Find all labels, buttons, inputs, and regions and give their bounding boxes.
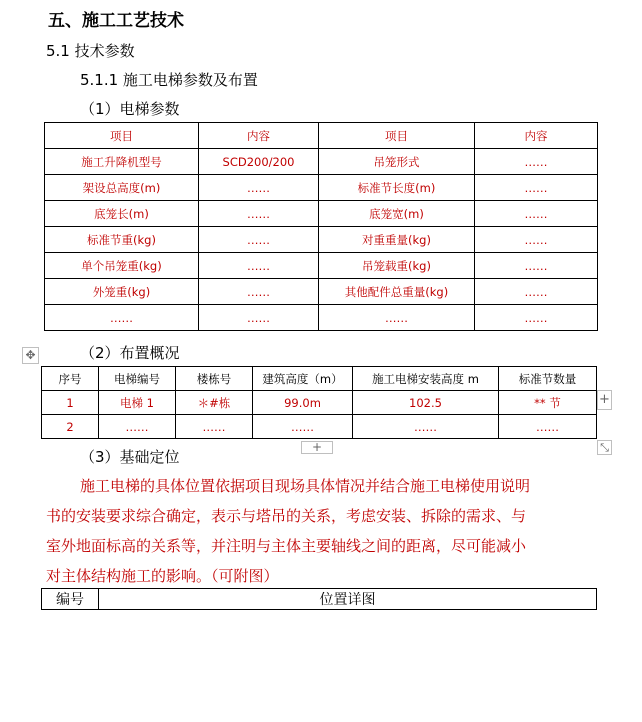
header-cell: 项目 <box>45 123 199 149</box>
paragraph-line: 对主体结构施工的影响。（可附图） <box>46 567 279 585</box>
header-cell: 建筑高度（m） <box>253 367 353 391</box>
table-cell: 标准节重(kg) <box>45 227 199 253</box>
table-row <box>42 415 597 439</box>
subsubsection-title: 5.1.1 施工电梯参数及布置 <box>80 71 258 89</box>
part3-heading: （3）基础定位 <box>80 448 180 466</box>
paragraph-line: 书的安装要求综合确定，表示与塔吊的关系，考虑安装、拆除的需求、与 <box>46 507 527 525</box>
table-cell: 架设总高度(m) <box>45 175 199 201</box>
elevator-params-table <box>44 122 598 331</box>
table-row <box>45 227 598 253</box>
header-cell: 项目 <box>319 123 475 149</box>
table-cell: 102.5 <box>353 391 499 415</box>
table-row <box>45 305 598 331</box>
table-cell: …… <box>475 279 598 305</box>
table-cell: 其他配件总重量(kg) <box>319 279 475 305</box>
table-header-row <box>42 367 597 391</box>
header-cell: 内容 <box>475 123 598 149</box>
paragraph-line: 室外地面标高的关系等，并注明与主体主要轴线之间的距离，尽可能减小 <box>46 537 527 555</box>
table-row <box>45 253 598 279</box>
header-cell: 编号 <box>42 589 99 610</box>
table-cell: …… <box>176 415 253 439</box>
header-cell: 内容 <box>199 123 319 149</box>
add-row-icon[interactable]: + <box>301 441 333 454</box>
table-cell: …… <box>475 305 598 331</box>
table-cell: 99.0m <box>253 391 353 415</box>
table-cell: 底笼宽(m) <box>319 201 475 227</box>
table-cell: …… <box>199 175 319 201</box>
header-cell: 电梯编号 <box>99 367 176 391</box>
table-resize-handle-icon[interactable]: ⤡ <box>597 440 612 455</box>
table-cell: 外笼重(kg) <box>45 279 199 305</box>
paragraph-line: 施工电梯的具体位置依据项目现场具体情况并结合施工电梯使用说明 <box>80 477 531 495</box>
add-column-icon[interactable]: + <box>597 390 612 410</box>
section-title: 五、施工工艺技术 <box>48 11 184 31</box>
table-cell: …… <box>45 305 199 331</box>
table-cell: …… <box>199 253 319 279</box>
table-cell: …… <box>475 253 598 279</box>
table-cell: ＊#栋 <box>176 391 253 415</box>
table-cell: 单个吊笼重(kg) <box>45 253 199 279</box>
foundation-position-paragraph <box>46 471 594 591</box>
table-cell: 施工升降机型号 <box>45 149 199 175</box>
table-row <box>45 175 598 201</box>
table-cell: 2 <box>42 415 99 439</box>
table-cell: 1 <box>42 391 99 415</box>
table-cell: …… <box>475 149 598 175</box>
table-cell: …… <box>475 175 598 201</box>
part2-heading: （2）布置概况 <box>80 344 180 362</box>
position-detail-table <box>41 588 597 610</box>
table-row <box>45 149 598 175</box>
table-cell: 吊笼载重(kg) <box>319 253 475 279</box>
table-cell: …… <box>499 415 597 439</box>
table-cell: …… <box>353 415 499 439</box>
table-header-row <box>45 123 598 149</box>
table-cell: 对重重量(kg) <box>319 227 475 253</box>
table-cell: 吊笼形式 <box>319 149 475 175</box>
table-cell: …… <box>253 415 353 439</box>
table-cell: …… <box>99 415 176 439</box>
table-row <box>42 391 597 415</box>
table-cell: 电梯 1 <box>99 391 176 415</box>
table-cell: 标准节长度(m) <box>319 175 475 201</box>
table-move-handle-icon[interactable]: ✥ <box>22 347 39 364</box>
table-cell: 底笼长(m) <box>45 201 199 227</box>
table-cell: …… <box>199 227 319 253</box>
table-row <box>45 201 598 227</box>
header-cell: 楼栋号 <box>176 367 253 391</box>
table-cell: …… <box>475 201 598 227</box>
header-cell: 位置详图 <box>99 589 597 610</box>
table-cell: …… <box>199 201 319 227</box>
subsection-title: 5.1 技术参数 <box>46 42 135 60</box>
table-cell: …… <box>475 227 598 253</box>
header-cell: 施工电梯安装高度 m <box>353 367 499 391</box>
header-cell: 序号 <box>42 367 99 391</box>
table-cell: …… <box>199 279 319 305</box>
table-row <box>45 279 598 305</box>
table-cell: SCD200/200 <box>199 149 319 175</box>
layout-overview-table <box>41 366 597 439</box>
table-cell: …… <box>319 305 475 331</box>
table-cell: ** 节 <box>499 391 597 415</box>
part1-heading: （1）电梯参数 <box>80 100 180 118</box>
header-cell: 标准节数量 <box>499 367 597 391</box>
table-header-row <box>42 589 597 610</box>
table-cell: …… <box>199 305 319 331</box>
